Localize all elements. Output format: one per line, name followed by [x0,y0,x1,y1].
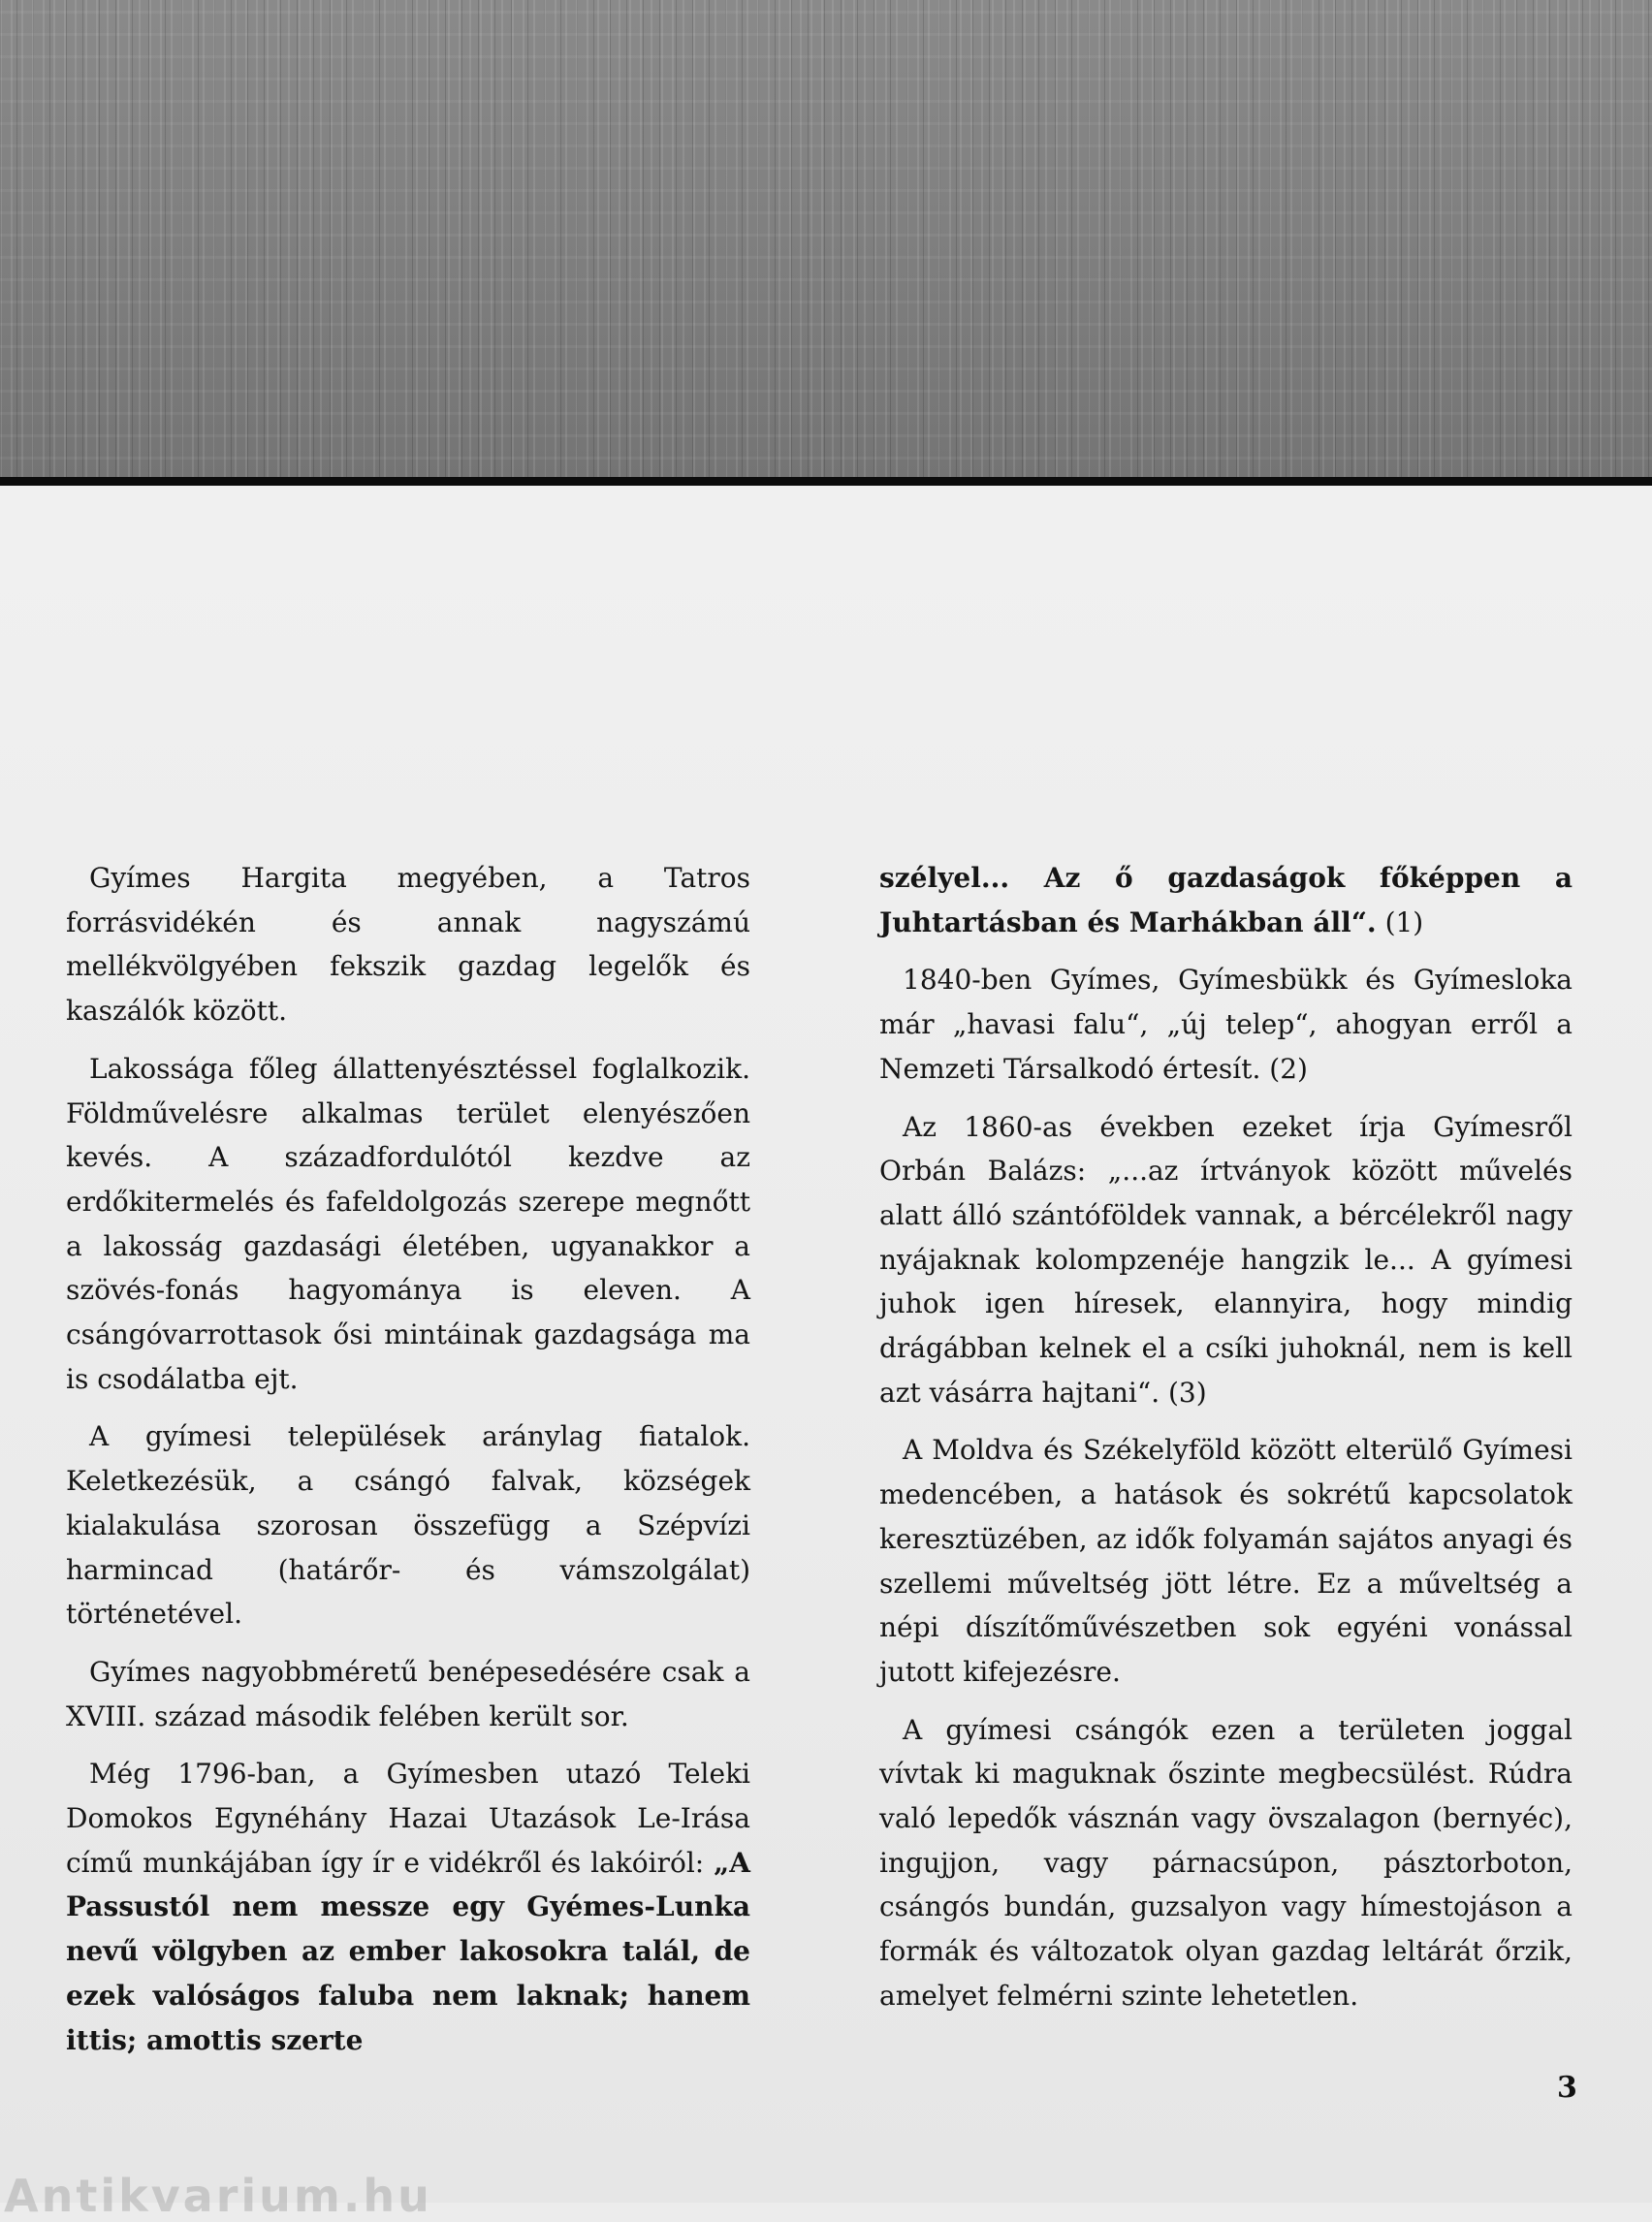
reference-1: (1) [1376,905,1424,938]
right-text-column [879,856,1573,2018]
paragraph-folk-art: A gyímesi csángók ezen a területen joggal vívtak ki maguknak őszinte megbecsülést. Rúdra való lepedők vásznán vagy övszalagon (bernyéc), ingujjon, vagy párnacsúpon, pásztorboton, csángós bundán, guzsalyon vagy hímestojáson a formák és változatok olyan gazdag leltárát őrzik, amelyet felmérni szinte lehetetlen. [879,1713,1573,2012]
paragraph-moldva: A Moldva és Székelyföld között elterülő Gyímesi medencében, a hatások és sokrétű kapcsolatok keresztüzében, az idők folyamán sajátos anyagi és szellemi műveltség jött létre. Ez a műveltség a népi díszítőművészetben sok egyéni vonással jutott kifejezésre. [879,1434,1573,1688]
paragraph-1840: 1840-ben Gyímes, Gyímesbükk és Gyímesloka már „havasi falu“, „új telep“, ahogyan erről a Nemzeti Társalkodó értesít. (2) [879,964,1573,1085]
teleki-quote: „A Passustól nem messze egy Gyémes-Lunka nevű völgyben az ember lakosokra talál, de ezek valóságos faluba nem laknak; hanem ittis; amottis szerte [66,1846,750,2056]
page-top-edge [0,477,1652,486]
textured-top-strip [0,0,1652,482]
paragraph-teleki [66,1752,750,2062]
page-number: 3 [1557,2071,1577,2105]
paragraph-quote-continued [879,856,1573,944]
paragraph-settlements: A gyímesi települések aránylag fiatalok. Keletkezésük, a csángó falvak, községek kialakulása szorosan összefügg a Szépvízi harmincad (határőr- és vámszolgálat) történetével. [66,1420,750,1631]
left-text-column [66,856,750,2062]
paragraph-settlement-century: Gyímes nagyobbméretű benépesedésére csak a XVIII. század második felében került sor. [66,1655,750,1732]
watermark: Antikvarium.hu [4,2170,432,2222]
quote-continued: szélyel... Az ő gazdaságok főképpen a Juhtartásban és Marhákban áll“. [879,862,1573,938]
teleki-intro: Még 1796-ban, a Gyímesben utazó Teleki Domokos Egynéhány Hazai Utazások Le-Irása című munkájában így ír e vidékről és lakóiról: [66,1758,750,1879]
paragraph-population: Lakossága főleg állattenyésztéssel foglalkozik. Földművelésre alkalmas terület elenyészően kevés. A századfordulótól kezdve az erdőkitermelés és fafeldolgozás szerepe megnőtt a lakosság gazdasági életében, ugyanakkor a szövés-fonás hagyománya is eleven. A csángóvarrottasok ősi mintáinak gazdagsága ma is csodálatba ejt. [66,1052,750,1395]
paragraph-location: Gyímes Hargita megyében, a Tatros forrásvidékén és annak nagyszámú mellékvölgyében fekszik gazdag legelők és kaszálók között. [66,862,750,1028]
paragraph-orban-balazs: Az 1860-as években ezeket írja Gyímesről Orbán Balázs: „...az írtványok között művelés alatt álló szántóföldek vannak, a bércélekről nagy nyájaknak kolompzenéje hangzik le... A gyímesi juhok igen híresek, elannyira, hogy mindig drágábban kelnek el a csíki juhoknál, nem is kell azt vásárra hajtani“. (3) [879,1110,1573,1409]
